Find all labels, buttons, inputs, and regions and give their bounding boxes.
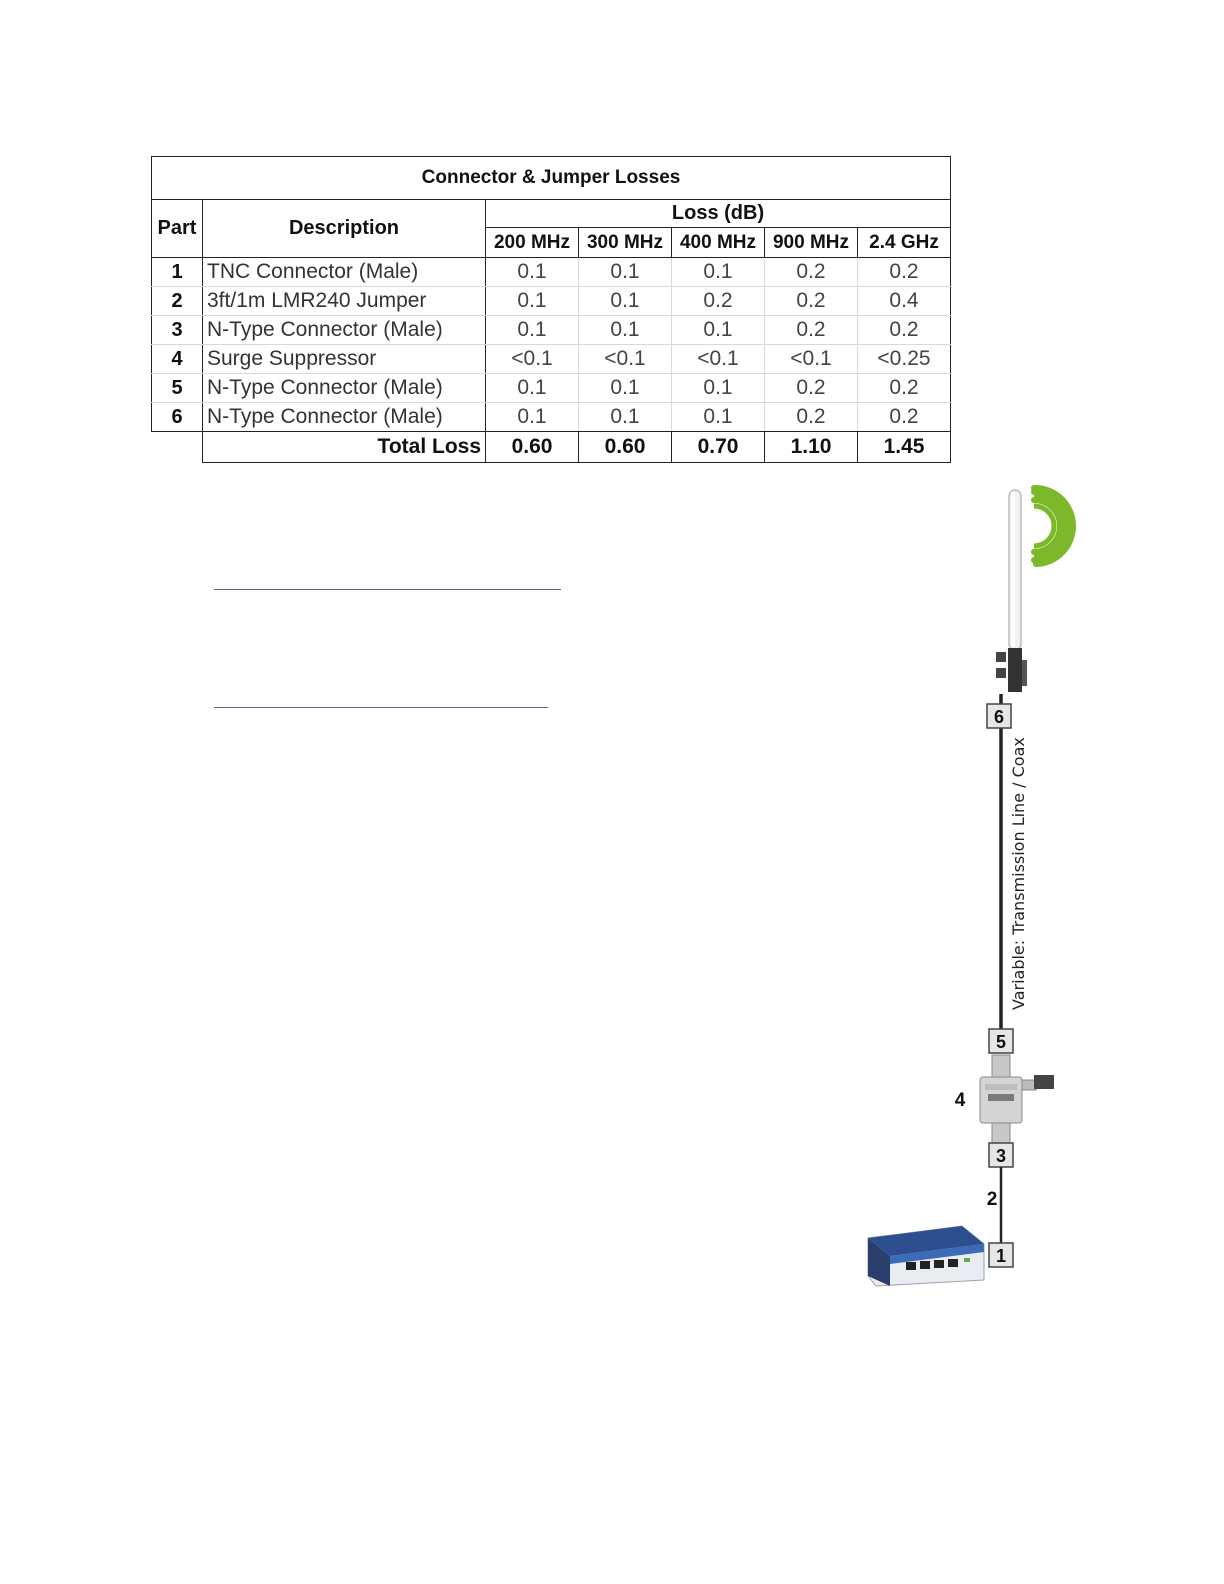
loss-value: 0.2 xyxy=(672,287,765,316)
part-description: Surge Suppressor xyxy=(203,345,486,374)
loss-value: 0.2 xyxy=(858,258,951,287)
loss-value: 0.1 xyxy=(672,316,765,345)
header-part: Part xyxy=(152,200,203,258)
part-2-label: 2 xyxy=(986,1189,998,1210)
part-3-label: 3 xyxy=(995,1146,1007,1166)
loss-value: 0.1 xyxy=(672,258,765,287)
part-description: TNC Connector (Male) xyxy=(203,258,486,287)
loss-value: 0.2 xyxy=(765,316,858,345)
loss-value: 0.2 xyxy=(858,403,951,432)
part-number: 6 xyxy=(152,403,203,432)
part-number: 3 xyxy=(152,316,203,345)
loss-value: 0.1 xyxy=(672,403,765,432)
loss-value: 0.4 xyxy=(858,287,951,316)
loss-value: <0.1 xyxy=(672,345,765,374)
total-value: 0.60 xyxy=(486,432,579,463)
loss-value: 0.1 xyxy=(486,374,579,403)
part-description: N-Type Connector (Male) xyxy=(203,316,486,345)
loss-value: 0.2 xyxy=(765,258,858,287)
total-value: 1.10 xyxy=(765,432,858,463)
total-value: 1.45 xyxy=(858,432,951,463)
loss-value: 0.1 xyxy=(579,374,672,403)
loss-value: 0.1 xyxy=(486,403,579,432)
part-description: N-Type Connector (Male) xyxy=(203,403,486,432)
header-loss: Loss (dB) xyxy=(486,200,951,228)
total-label: Total Loss xyxy=(203,432,486,463)
part-number: 1 xyxy=(152,258,203,287)
part-4-label: 4 xyxy=(954,1090,966,1111)
loss-value: 0.1 xyxy=(486,287,579,316)
loss-value: 0.1 xyxy=(579,287,672,316)
part-1-label: 1 xyxy=(995,1246,1007,1266)
header-freq: 2.4 GHz xyxy=(858,228,951,258)
part-description: N-Type Connector (Male) xyxy=(203,374,486,403)
loss-value: 0.2 xyxy=(765,287,858,316)
part-number: 5 xyxy=(152,374,203,403)
loss-value: <0.25 xyxy=(858,345,951,374)
loss-value: <0.1 xyxy=(579,345,672,374)
total-value: 0.60 xyxy=(579,432,672,463)
part-number: 4 xyxy=(152,345,203,374)
part-6-label: 6 xyxy=(993,707,1005,727)
part-1-marker xyxy=(989,1243,1013,1267)
radio-device-icon xyxy=(868,1226,984,1286)
loss-value: 0.2 xyxy=(858,374,951,403)
loss-value: 0.2 xyxy=(765,374,858,403)
header-freq: 300 MHz xyxy=(579,228,672,258)
loss-value: <0.1 xyxy=(486,345,579,374)
header-freq: 400 MHz xyxy=(672,228,765,258)
table-title: Connector & Jumper Losses xyxy=(152,157,951,200)
loss-value: 0.1 xyxy=(579,258,672,287)
antenna-icon xyxy=(996,490,1027,692)
part-5-marker xyxy=(989,1029,1013,1053)
surge-suppressor-icon xyxy=(980,1055,1054,1143)
loss-value: <0.1 xyxy=(765,345,858,374)
part-3-marker xyxy=(989,1143,1013,1167)
total-value: 0.70 xyxy=(672,432,765,463)
loss-value: 0.1 xyxy=(672,374,765,403)
part-5-label: 5 xyxy=(995,1032,1007,1052)
part-number: 2 xyxy=(152,287,203,316)
loss-value: 0.1 xyxy=(579,403,672,432)
loss-value: 0.1 xyxy=(579,316,672,345)
loss-value: 0.1 xyxy=(486,258,579,287)
part-description: 3ft/1m LMR240 Jumper xyxy=(203,287,486,316)
header-freq: 900 MHz xyxy=(765,228,858,258)
header-freq: 200 MHz xyxy=(486,228,579,258)
header-description: Description xyxy=(203,200,486,258)
loss-value: 0.2 xyxy=(858,316,951,345)
transmission-line-label: Variable: Transmission Line / Coax xyxy=(1009,737,1028,1010)
loss-value: 0.2 xyxy=(765,403,858,432)
loss-value: 0.1 xyxy=(486,316,579,345)
part-6-marker xyxy=(987,704,1011,728)
